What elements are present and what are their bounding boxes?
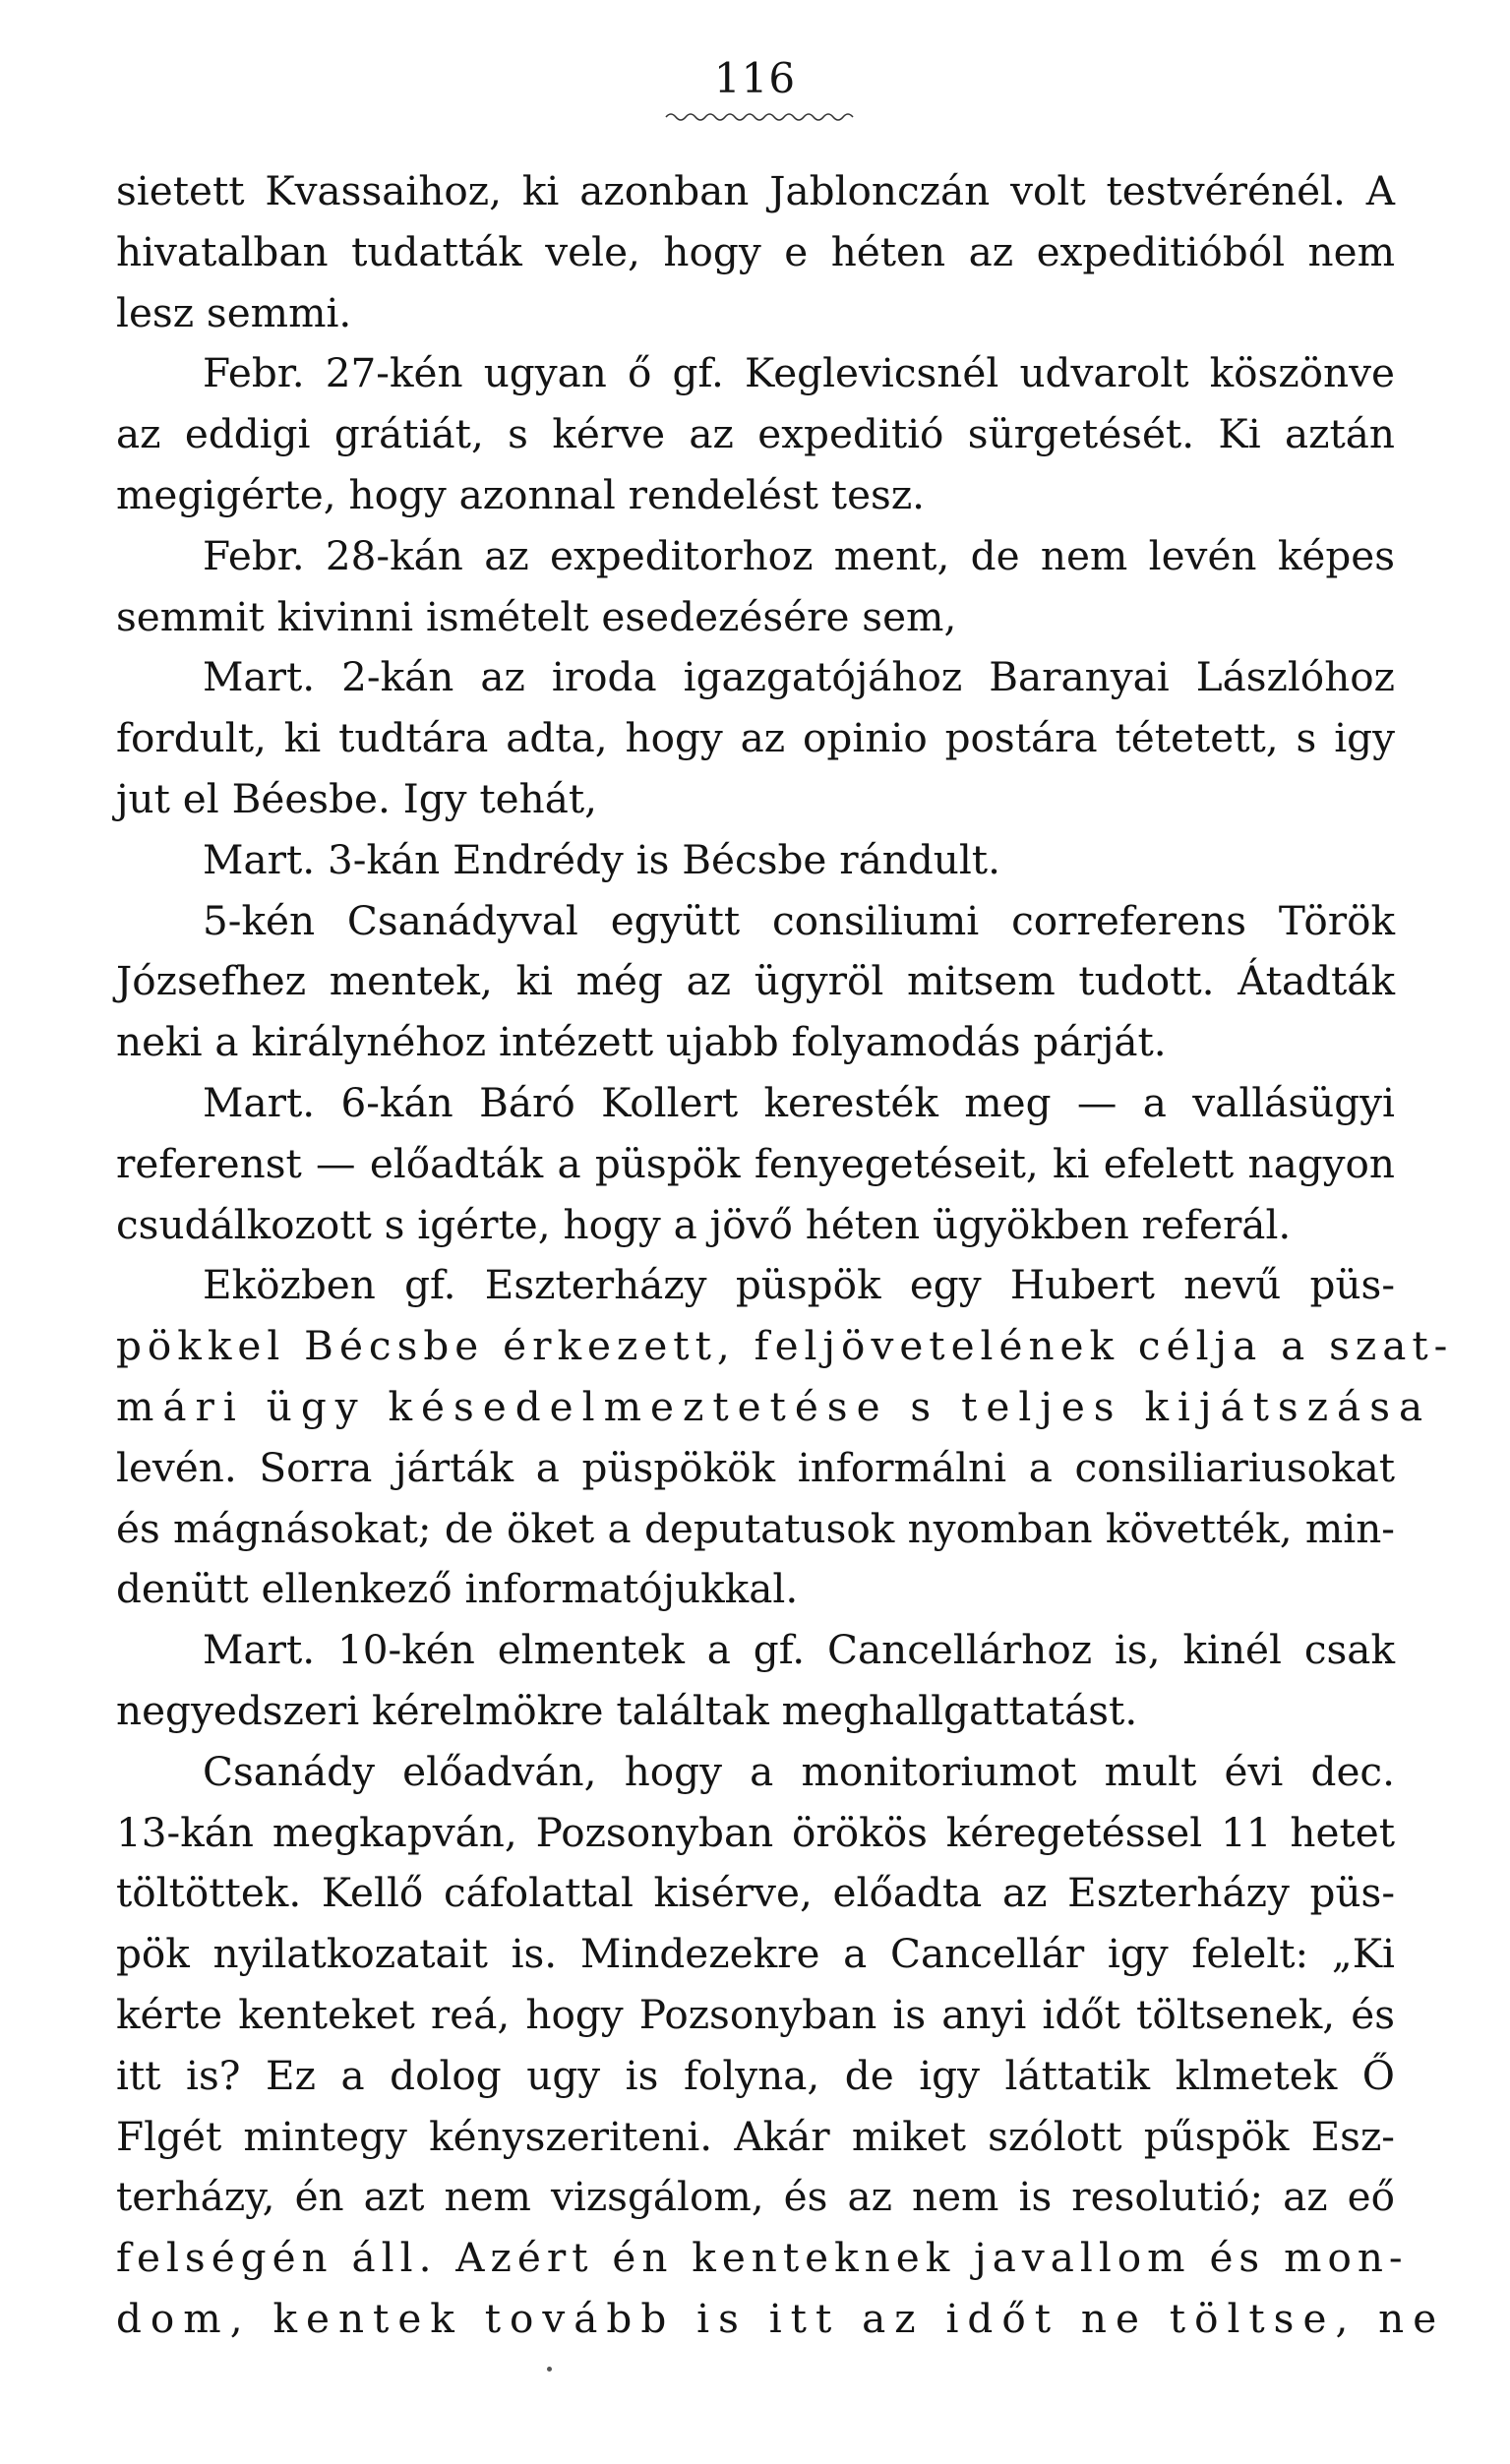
page-number: 116: [713, 54, 797, 102]
text-line: dom, kentek tovább is itt az időt ne töltse, ne: [116, 2294, 1446, 2342]
text-line: neki a királynéhoz intézett ujabb folyamodás párját.: [116, 1018, 1167, 1066]
text-line: Eközben gf. Eszterházy püspök egy Hubert nevű püs-: [203, 1261, 1395, 1309]
text-line: itt is? Ez a dolog ugy is folyna, de igy láttatik klmetek Ő: [116, 2051, 1395, 2099]
text-line: csudálkozott s igérte, hogy a jövő héten ügyökben referál.: [116, 1200, 1292, 1248]
text-line: felségén áll. Azért én kenteknek javallom és mon-: [116, 2234, 1409, 2282]
text-line: negyedszeri kérelmökre találtak meghallgattatást.: [116, 1686, 1138, 1734]
text-line: hivatalban tudatták vele, hogy e héten az expeditióból nem: [116, 227, 1395, 275]
text-line: Flgét mintegy kényszeriteni. Akár miket szólott pűspök Esz-: [116, 2112, 1395, 2160]
text-line: töltöttek. Kellő cáfolattal kisérve, előadta az Eszterházy püs-: [116, 1869, 1395, 1917]
text-line: Józsefhez mentek, ki még az ügyröl mitsem tudott. Átadták: [116, 957, 1395, 1005]
text-line: mári ügy késedelmeztetése s teljes kijátszása: [116, 1382, 1432, 1430]
text-line: és mágnásokat; de öket a deputatusok nyomban követték, min-: [116, 1504, 1395, 1552]
text-line: megigérte, hogy azonnal rendelést tesz.: [116, 470, 926, 518]
text-line: Mart. 6-kán Báró Kollert keresték meg — a vallásügyi: [203, 1078, 1395, 1126]
text-line: fordult, ki tudtára adta, hogy az opinio postára tétetett, s igy: [116, 714, 1395, 762]
text-line: 13-kán megkapván, Pozsonyban örökös kéregetéssel 11 hetet: [116, 1808, 1395, 1856]
text-line: terházy, én azt nem vizsgálom, és az nem is resolutió; az eő: [116, 2173, 1395, 2221]
text-line: 5-kén Csanádyval együtt consiliumi correferens Török: [203, 896, 1395, 944]
text-line: sietett Kvassaihoz, ki azonban Jablonczán volt testvérénél. A: [116, 167, 1395, 214]
text-line: lesz semmi.: [116, 288, 352, 336]
text-line: pökkel Bécsbe érkezett, feljövetelének célja a szat-: [116, 1322, 1454, 1370]
text-line: levén. Sorra járták a püspökök informálni a consiliariusokat: [116, 1443, 1395, 1491]
body-text: [116, 161, 1454, 2350]
text-line: az eddigi grátiát, s kérve az expeditió sürgetését. Ki aztán: [116, 410, 1395, 458]
text-line: jut el Béesbe. Igy tehát,: [116, 774, 598, 822]
wavy-underline-ornament: [664, 110, 861, 124]
text-line: Febr. 28-kán az expeditorhoz ment, de nem levén képes: [203, 531, 1395, 579]
text-line: denütt ellenkező informatójukkal.: [116, 1565, 799, 1613]
text-line: Mart. 10-kén elmentek a gf. Cancellárhoz is, kinél csak: [203, 1626, 1395, 1674]
print-speck: [547, 2367, 552, 2372]
text-line: referenst — előadták a püspök fenyegetéseit, ki efelett nagyon: [116, 1139, 1395, 1187]
text-line: Csanády előadván, hogy a monitoriumot mult évi dec.: [203, 1747, 1395, 1795]
text-line: Mart. 2-kán az iroda igazgatójához Baranyai Lászlóhoz: [203, 653, 1395, 701]
text-line: semmit kivinni ismételt esedezésére sem,: [116, 592, 957, 640]
text-line: Febr. 27-kén ugyan ő gf. Keglevicsnél udvarolt köszönve: [203, 349, 1395, 397]
text-line: pök nyilatkozatait is. Mindezekre a Cancellár igy felelt: „Ki: [116, 1930, 1395, 1978]
text-line: Mart. 3-kán Endrédy is Bécsbe rándult.: [203, 835, 1000, 883]
text-line: kérte kenteket reá, hogy Pozsonyban is anyi időt töltsenek, és: [116, 1990, 1395, 2038]
